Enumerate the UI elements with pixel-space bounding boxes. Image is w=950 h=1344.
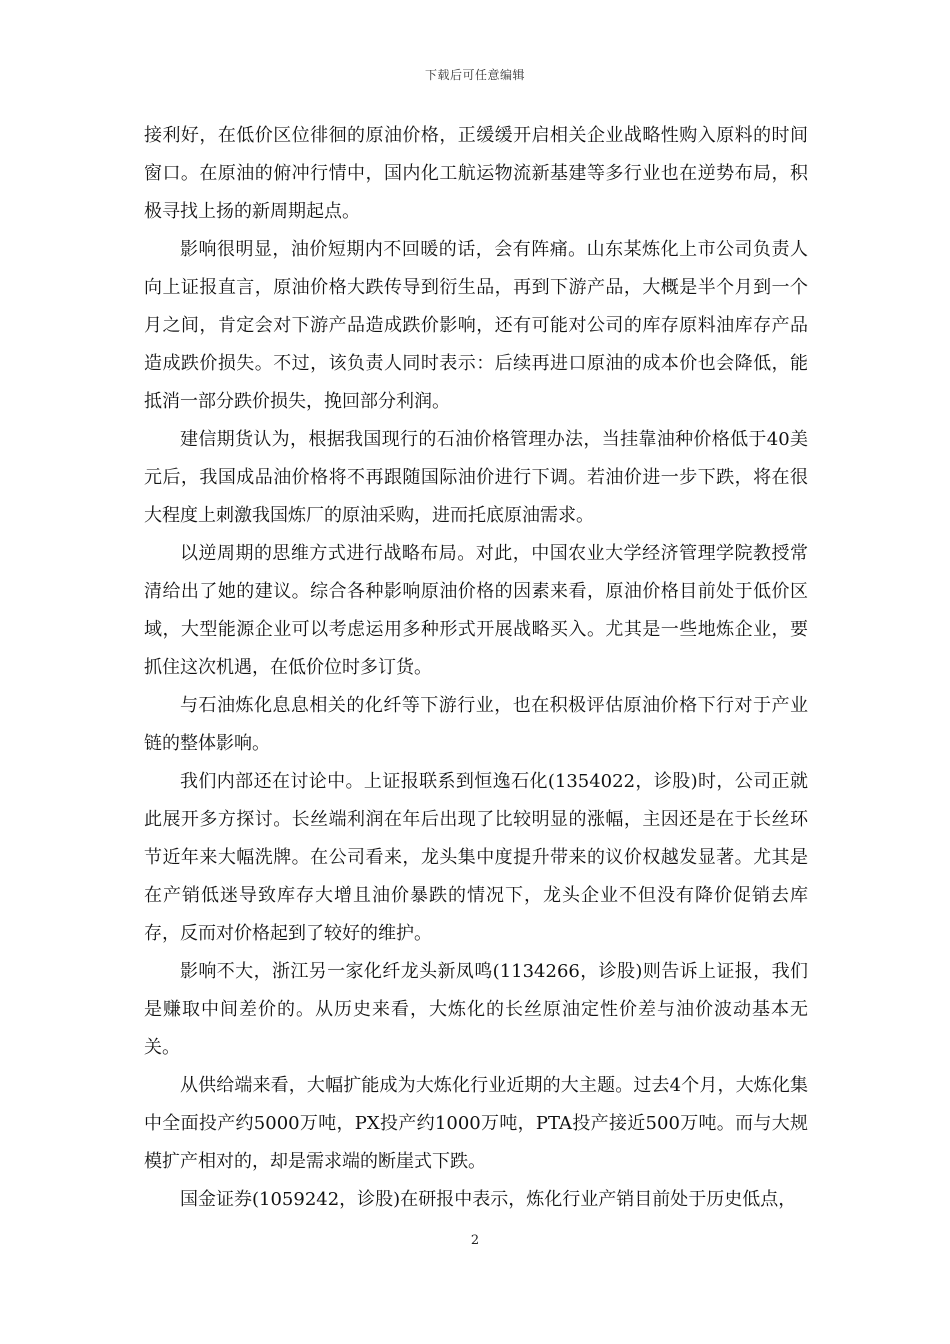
paragraph-4: 以逆周期的思维方式进行战略布局。对此，中国农业大学经济管理学院教授常清给出了她的建议。综合各种影响原油价格的因素来看，原油价格目前处于低价区域，大型能源企业可以考虑运用多种形式开展战略买入。尤其是一些地炼企业，要抓住这次机遇，在低价位时多订货。 xyxy=(144,543,808,678)
page-number: 2 xyxy=(470,1233,480,1248)
paragraph-2: 影响很明显，油价短期内不回暖的话，会有阵痛。山东某炼化上市公司负责人向上证报直言，原油价格大跌传导到衍生品，再到下游产品，大概是半个月到一个月之间，肯定会对下游产品造成跌价影响，还有可能对公司的库存原料油库存产品造成跌价损失。不过，该负责人同时表示：后续再进口原油的成本价也会降低，能抵消一部分跌价损失，挽回部分利润。 xyxy=(144,239,808,412)
paragraph-9: 国金证券(1059242，诊股)在研报中表示，炼化行业产销目前处于历史低点， xyxy=(180,1189,797,1210)
document-body xyxy=(144,117,808,1219)
paragraph-3: 建信期货认为，根据我国现行的石油价格管理办法，当挂靠油种价格低于40美元后，我国成品油价格将不再跟随国际油价进行下调。若油价进一步下跌，将在很大程度上刺激我国炼厂的原油采购，进而托底原油需求。 xyxy=(144,429,808,526)
paragraph-6: 我们内部还在讨论中。上证报联系到恒逸石化(1354022，诊股)时，公司正就此展开多方探讨。长丝端利润在年后出现了比较明显的涨幅，主因还是在于长丝环节近年来大幅洗牌。在公司看来，龙头集中度提升带来的议价权越发显著。尤其是在产销低迷导致库存大增且油价暴跌的情况下，龙头企业不但没有降价促销去库存，反而对价格起到了较好的维护。 xyxy=(144,771,808,944)
paragraph-7: 影响不大，浙江另一家化纤龙头新凤鸣(1134266，诊股)则告诉上证报，我们是赚取中间差价的。从历史来看，大炼化的长丝原油定性价差与油价波动基本无关。 xyxy=(144,961,808,1058)
paragraph-1: 接利好，在低价区位徘徊的原油价格，正缓缓开启相关企业战略性购入原料的时间窗口。在原油的俯冲行情中，国内化工航运物流新基建等多行业也在逆势布局，积极寻找上扬的新周期起点。 xyxy=(144,125,808,222)
paragraph-5: 与石油炼化息息相关的化纤等下游行业，也在积极评估原油价格下行对于产业链的整体影响。 xyxy=(144,695,808,754)
paragraph-8: 从供给端来看，大幅扩能成为大炼化行业近期的大主题。过去4个月，大炼化集中全面投产约5000万吨，PX投产约1000万吨，PTA投产接近500万吨。而与大规模扩产相对的，却是需求端的断崖式下跌。 xyxy=(144,1075,808,1172)
page-header: 下载后可任意编辑 xyxy=(424,68,525,82)
